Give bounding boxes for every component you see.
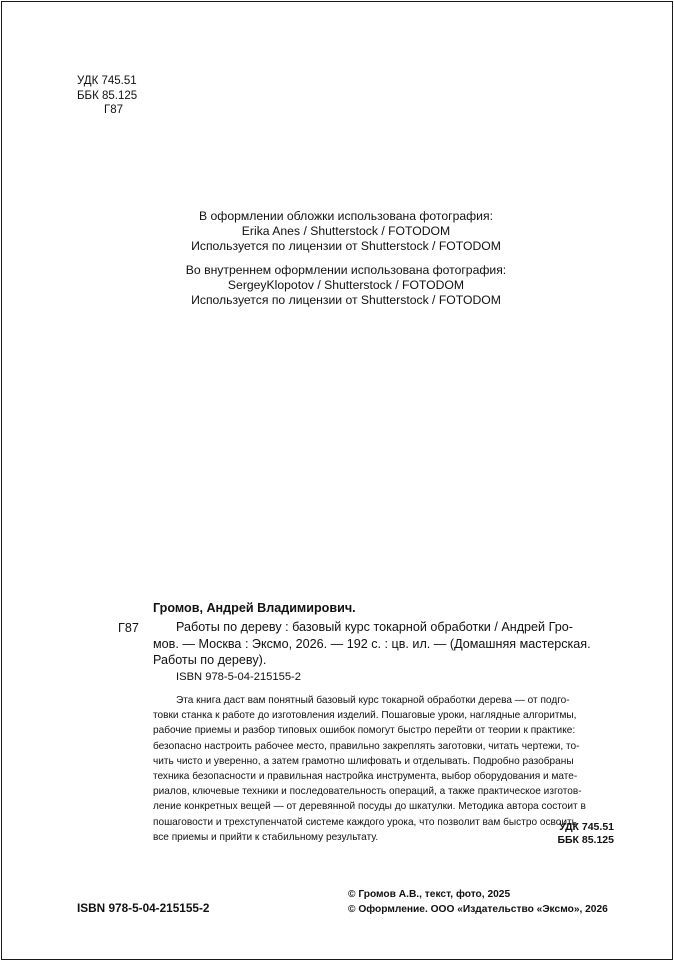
author-heading: Громов, Андрей Владимирович. [153,601,356,615]
bibliographic-description [153,619,615,669]
annotation-line: Эта книга даст вам понятный базовый курс токарной обработки дерева — от подго- [176,695,570,706]
annotation-line: рабочие приемы и разбор типовых ошибок помогут быстро перейти от теории к практике: [153,725,576,737]
annotation-line: техника безопасности и правильная настройка инструмента, выбор оборудования и мате- [153,771,578,783]
isbn-bib: ISBN 978-5-04-215155-2 [176,671,302,683]
credit-line: Используется по лицензии от Shutterstock / FOTODOM [191,293,501,308]
bib-line: Работы по дереву : базовый курс токарной обработки / Андрей Гро- [176,620,573,634]
copyright-line: © Громов А.В., текст, фото, 2025 [348,889,511,900]
credit-line: SergeyKlopotov / Shutterstock / FOTODOM [227,278,465,293]
annotation-line: ление конкретных вещей — от деревянной посуды до шкатулки. Методика автора состоит в [153,801,586,813]
copyright-block [348,888,608,917]
interior-photo-credit [100,263,592,309]
annotation-line: товки станка к работе до изготовления изделий. Пошаговые уроки, наглядные алгоритмы, [153,710,577,722]
annotation-line: все приемы и прийти к стабильному результату. [153,831,379,843]
classification-bottom [557,821,614,847]
credit-line: В оформлении обложки использована фотография: [199,209,493,223]
udk-code-top: УДК 745.51 [77,75,137,87]
credit-line: Erika Anes / Shutterstock / FOTODOM [241,224,451,239]
author-mark-bib: Г87 [118,621,139,635]
annotation [153,693,617,845]
credit-line: Во внутреннем оформлении использована фотография: [185,263,507,277]
isbn-bottom: ISBN 978-5-04-215155-2 [77,901,210,915]
bib-line: Работы по дереву). [153,653,267,667]
udk-code-bottom: УДК 745.51 [559,821,614,833]
bbk-code-bottom: ББК 85.125 [557,834,614,846]
annotation-line: риалов, ключевые техники и последовательность операций, а также практическое изготов- [153,786,582,798]
cover-photo-credit [100,209,592,255]
classification-top [77,74,137,118]
credit-line: Используется по лицензии от Shutterstock / FOTODOM [191,239,501,254]
annotation-line: чить чисто и уверенно, а затем грамотно шлифовать и отделывать. Подробно разобраны [153,755,574,767]
copyright-line: © Оформление. ООО «Издательство «Эксмо», 2026 [348,903,608,915]
author-mark-top: Г87 [104,104,124,116]
bbk-code-top: ББК 85.125 [77,89,138,102]
bib-line: мов. — Москва : Эксмо, 2026. — 192 с. : цв. ил. — (Домашняя мастерская. [153,636,591,651]
annotation-line: пошаговости и трехступенчатой системе каждого урока, что позволит вам быстро освоить [153,816,577,828]
annotation-line: безопасно настроить рабочее место, правильно закреплять заготовки, читать чертежи, то- [153,740,580,752]
